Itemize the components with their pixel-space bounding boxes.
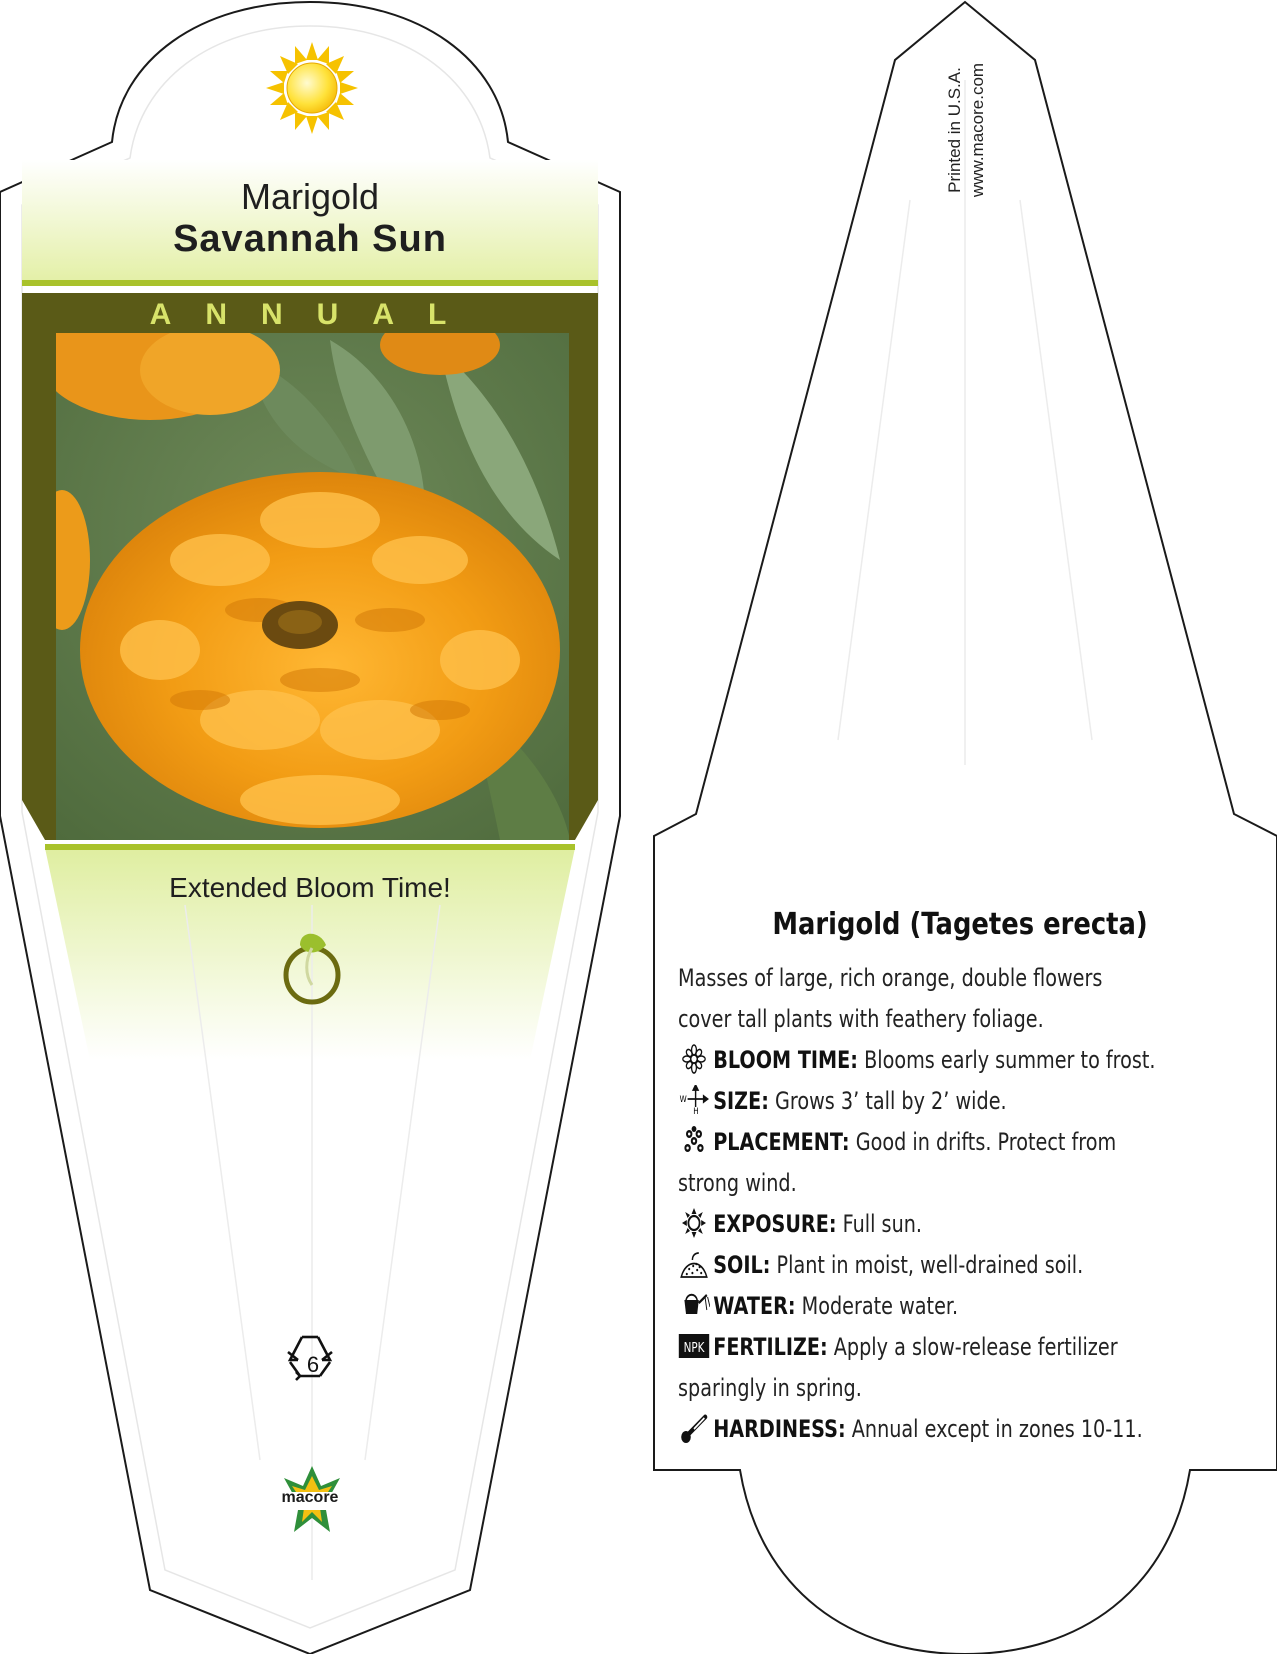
care-label: EXPOSURE: (713, 1210, 837, 1238)
watering-can-icon (678, 1290, 710, 1320)
thermometer-icon (678, 1413, 710, 1443)
tagline: Extended Bloom Time! (169, 872, 451, 903)
care-row-water (678, 1286, 1158, 1327)
care-text: Good in drifts. Protect from strong wind. (678, 1128, 1117, 1197)
variety-name: Savannah Sun (173, 218, 447, 260)
fertilizer-icon-text: NPK (683, 1339, 705, 1356)
care-row-fertilize (678, 1327, 1158, 1409)
care-label: BLOOM TIME: (713, 1046, 858, 1074)
plant-type: ANNUAL (149, 298, 481, 331)
care-text: Full sun. (842, 1210, 923, 1238)
care-row-soil (678, 1245, 1158, 1286)
fertilizer-icon (678, 1331, 710, 1361)
care-text: Blooms early summer to frost. (864, 1046, 1156, 1074)
care-row-exposure (678, 1204, 1158, 1245)
care-text: Grows 3’ tall by 2’ wide. (775, 1087, 1007, 1115)
care-label: WATER: (713, 1292, 796, 1320)
printed-in-label: Printed in U.S.A. (945, 67, 964, 193)
size-icon-w: W (679, 1093, 687, 1105)
common-name: Marigold (240, 176, 380, 217)
size-icon-h: H (693, 1105, 699, 1115)
care-label: SIZE: (713, 1087, 769, 1115)
care-info (678, 958, 1158, 1450)
care-row-size (678, 1081, 1158, 1122)
soil-icon (678, 1249, 710, 1279)
website-label: www.macore.com (968, 62, 987, 198)
plant-description: Masses of large, rich orange, double flowers cover tall plants with feathery foliage. (678, 964, 1103, 1033)
care-label: PLACEMENT: (713, 1128, 850, 1156)
care-label: SOIL: (713, 1251, 771, 1279)
care-text: Moderate water. (801, 1292, 959, 1320)
size-icon (678, 1085, 710, 1115)
care-text: Plant in moist, well-drained soil. (776, 1251, 1084, 1279)
care-row-hardiness (678, 1409, 1158, 1450)
care-row-placement (678, 1122, 1158, 1204)
flower-photo (34, 300, 570, 840)
brand-name: macore (281, 1489, 339, 1506)
care-text: Annual except in zones 10-11. (851, 1415, 1143, 1443)
back-heading: Marigold (Tagetes erecta) (772, 907, 1148, 942)
placement-icon (678, 1126, 710, 1156)
care-label: HARDINESS: (713, 1415, 846, 1443)
sun-icon (678, 1208, 710, 1238)
recycle-number: 6 (306, 1352, 320, 1377)
care-label: FERTILIZE: (713, 1333, 828, 1361)
care-row-bloom (678, 1040, 1158, 1081)
care-text: Apply a slow-release fertilizer sparingly in spring. (678, 1333, 1118, 1402)
flower-icon (678, 1044, 710, 1074)
